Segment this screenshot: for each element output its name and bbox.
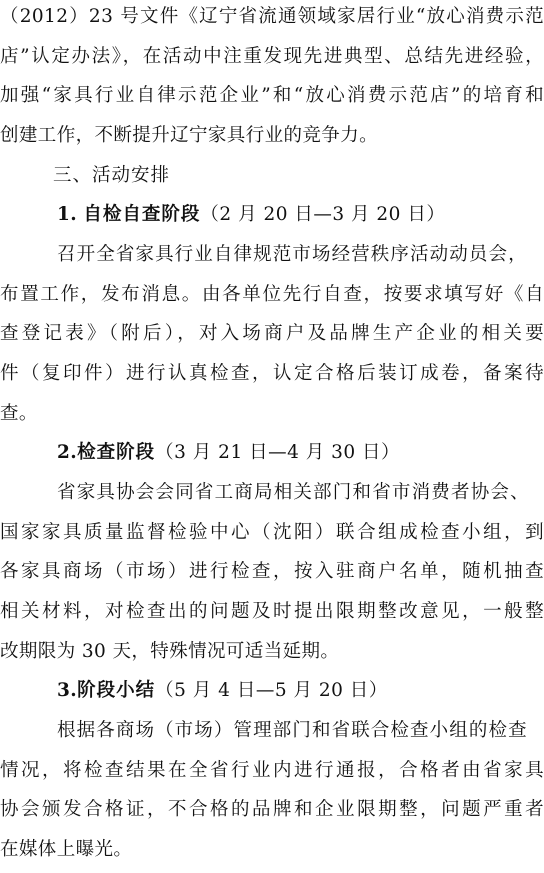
stage-1-line-1: 召开全省家具行业自律规范市场经营秩序活动动员会， <box>57 244 527 265</box>
stage-2-line-4: 相关材料，对检查出的问题及时提出限期整改意见，一般整 <box>0 601 544 622</box>
stage-1-line-3: 查登记表》（附后），对入场商户及品牌生产企业的相关要 <box>0 323 544 344</box>
stage-3-title: 阶段小结 <box>77 680 156 701</box>
stage-1-line-4: 件（复印件）进行认真检查，认定合格后装订成卷，备案待 <box>0 363 544 384</box>
intro-line-1: （2012）23 号文件《辽宁省流通领域家居行业“放心消费示范 <box>0 6 544 27</box>
stage-2-line-2: 国家家具质量监督检验中心（沈阳）联合组成检查小组，到 <box>0 522 544 543</box>
intro-line-4: 创建工作，不断提升辽宁家具行业的竞争力。 <box>0 125 379 146</box>
stage-2-title: 检查阶段 <box>77 442 156 463</box>
stage-3-line-2: 情况，将检查结果在全省行业内进行通报，合格者由省家具 <box>0 760 544 781</box>
stage-2-line-5: 改期限为 30 天，特殊情况可适当延期。 <box>0 641 340 662</box>
section-heading: 三、活动安排 <box>53 165 171 186</box>
stage-1-heading <box>57 202 544 228</box>
stage-1-title: 自检自查阶段 <box>83 204 201 225</box>
stage-3-number: 3. <box>57 680 78 701</box>
intro-line-3: 加强“家具行业自律示范企业”和“放心消费示范店”的培育和 <box>0 85 544 106</box>
stage-2-date: （3 月 21 日—4 月 30 日） <box>155 442 401 463</box>
stage-1-date: （2 月 20 日—3 月 20 日） <box>200 204 446 225</box>
stage-1-number: 1. <box>57 204 78 225</box>
stage-2-line-1: 省家具协会会同省工商局相关部门和省市消费者协会、 <box>57 482 529 503</box>
stage-3-heading <box>57 678 544 704</box>
stage-2-line-3: 各家具商场（市场）进行检查，按入驻商户名单，随机抽查 <box>0 561 544 582</box>
stage-3-line-3: 协会颁发合格证，不合格的品牌和企业限期整，问题严重者 <box>0 799 544 820</box>
intro-line-2: 店”认定办法》，在活动中注重发现先进典型、总结先进经验， <box>0 46 544 67</box>
stage-1-line-5: 查。 <box>0 403 38 424</box>
stage-2-heading <box>57 440 544 466</box>
stage-3-line-4: 在媒体上曝光。 <box>0 839 133 860</box>
stage-2-number: 2. <box>57 442 78 463</box>
stage-3-line-1: 根据各商场（市场）管理部门和省联合检查小组的检查 <box>57 720 527 741</box>
stage-1-line-2: 布置工作，发布消息。由各单位先行自查，按要求填写好《自 <box>0 284 544 305</box>
stage-3-date: （5 月 4 日—5 月 20 日） <box>155 680 388 701</box>
